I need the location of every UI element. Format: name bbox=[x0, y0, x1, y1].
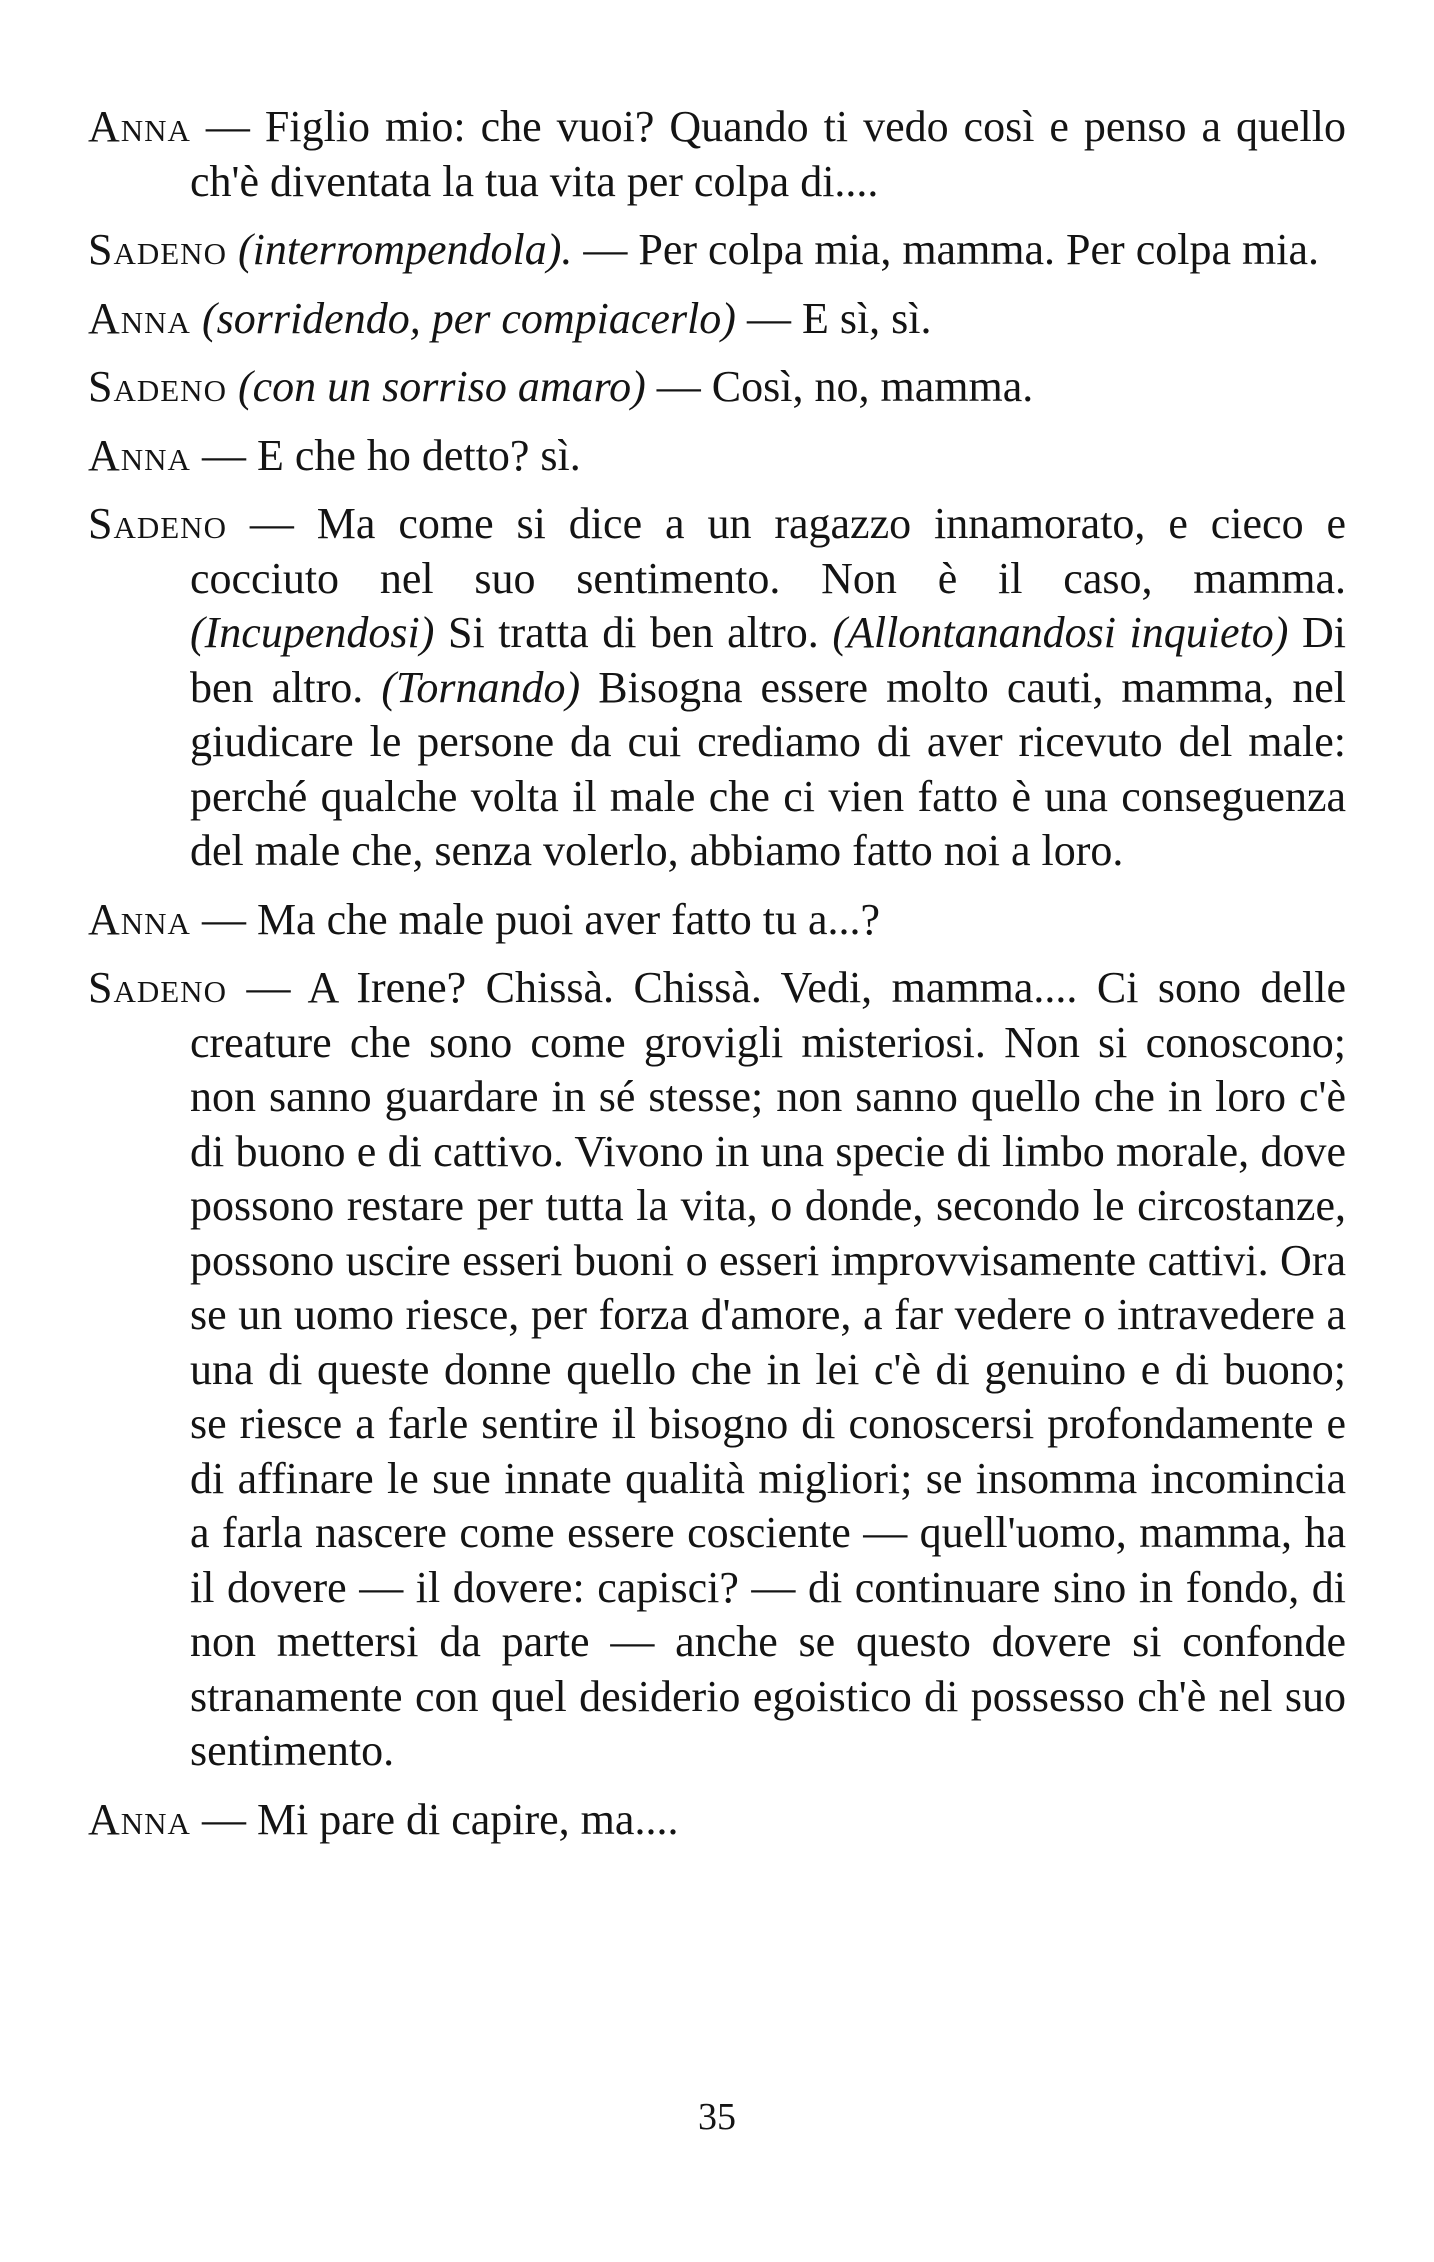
speaker-name: Anna bbox=[88, 293, 191, 343]
speech-text: — Ma che male puoi aver fatto tu a...? bbox=[201, 894, 881, 944]
speech-anna-1 bbox=[88, 100, 1346, 209]
speech-text: — Per colpa mia, mamma. Per colpa mia. bbox=[583, 225, 1319, 274]
speaker-name: Sadeno bbox=[88, 225, 227, 274]
stage-direction: (Incupendosi) bbox=[190, 608, 435, 657]
speech-anna-5 bbox=[88, 1793, 1346, 1848]
speech-text: — Mi pare di capire, ma.... bbox=[201, 1794, 679, 1844]
stage-direction: (Tornando) bbox=[381, 662, 581, 712]
speech-sadeno-2 bbox=[88, 360, 1346, 415]
speaker-name: Sadeno bbox=[88, 362, 227, 411]
speaker-name: Anna bbox=[88, 430, 191, 480]
speaker-name: Sadeno bbox=[88, 499, 227, 548]
speech-text: — Così, no, mamma. bbox=[656, 362, 1034, 411]
speech-text: Si tratta di ben altro. bbox=[447, 608, 819, 657]
speech-text: — A Irene? Chissà. Chissà. Vedi, mamma.... Ci sono delle creature che sono come grovigli misteriosi. Non si conoscono; non sanno guardare in sé stesse; non sanno quello che in loro c'è di buono e di cattivo. Vivono in una specie di limbo morale, dove possono restare per tutta la vita, o donde, secondo le circostanze, possono uscire esseri buoni o esseri improvvisamente cattivi. Ora se un uomo riesce, per forza d'amore, a far vedere o intravedere a una di queste donne quello che in lei c'è di genuino e di buono; se riesce a farle sentire il bisogno di conoscersi profondamente e di affinare le sue innate qualità migliori; se insomma incomincia a farla nascere come essere cosciente — quell'uomo, mamma, ha il dovere — il dovere: capisci? — di continuare sino in fondo, di non mettersi da parte — anche se questo dovere si confonde stranamente con quel desiderio egoistico di possesso ch'è nel suo sentimento. bbox=[190, 963, 1347, 1775]
speech-sadeno-4 bbox=[88, 961, 1346, 1779]
speech-text: — E sì, sì. bbox=[746, 293, 932, 343]
speaker-name: Anna bbox=[88, 102, 191, 151]
stage-direction: (Allontanandosi inquieto) bbox=[832, 608, 1289, 657]
speech-text: Bisogna essere molto cauti, mamma, nel giudicare le persone da cui crediamo di aver ricevuto del male: perché qualche volta il male che ci vien fatto è una conseguenza del male che, senza volerlo, abbiamo fatto noi a loro. bbox=[190, 662, 1346, 875]
speech-text: — Ma come si dice a un ragazzo innamorato, e cieco e cocciuto nel suo sentimento. Non è il caso, mamma. bbox=[190, 499, 1347, 603]
speech-text: — E che ho detto? sì. bbox=[201, 430, 581, 480]
speech-anna-4 bbox=[88, 893, 1346, 948]
speech-anna-3 bbox=[88, 429, 1346, 484]
stage-direction: (con un sorriso amaro) bbox=[237, 362, 646, 411]
speech-anna-2 bbox=[88, 292, 1346, 347]
dialogue-text bbox=[88, 100, 1346, 1861]
speech-text: — Figlio mio: che vuoi? Quando ti vedo così e penso a quello ch'è diventata la tua vita per colpa di.... bbox=[190, 102, 1346, 206]
speech-sadeno-3 bbox=[88, 497, 1346, 879]
speech-text: Di ben altro. bbox=[190, 608, 1346, 712]
page-number: 35 bbox=[698, 2096, 736, 2138]
speech-sadeno-1 bbox=[88, 223, 1346, 278]
stage-direction: (interrompendola). bbox=[237, 225, 573, 274]
speaker-name: Sadeno bbox=[88, 963, 227, 1012]
stage-direction: (sorridendo, per compiacerlo) bbox=[201, 293, 736, 343]
speaker-name: Anna bbox=[88, 1794, 191, 1844]
speaker-name: Anna bbox=[88, 894, 191, 944]
